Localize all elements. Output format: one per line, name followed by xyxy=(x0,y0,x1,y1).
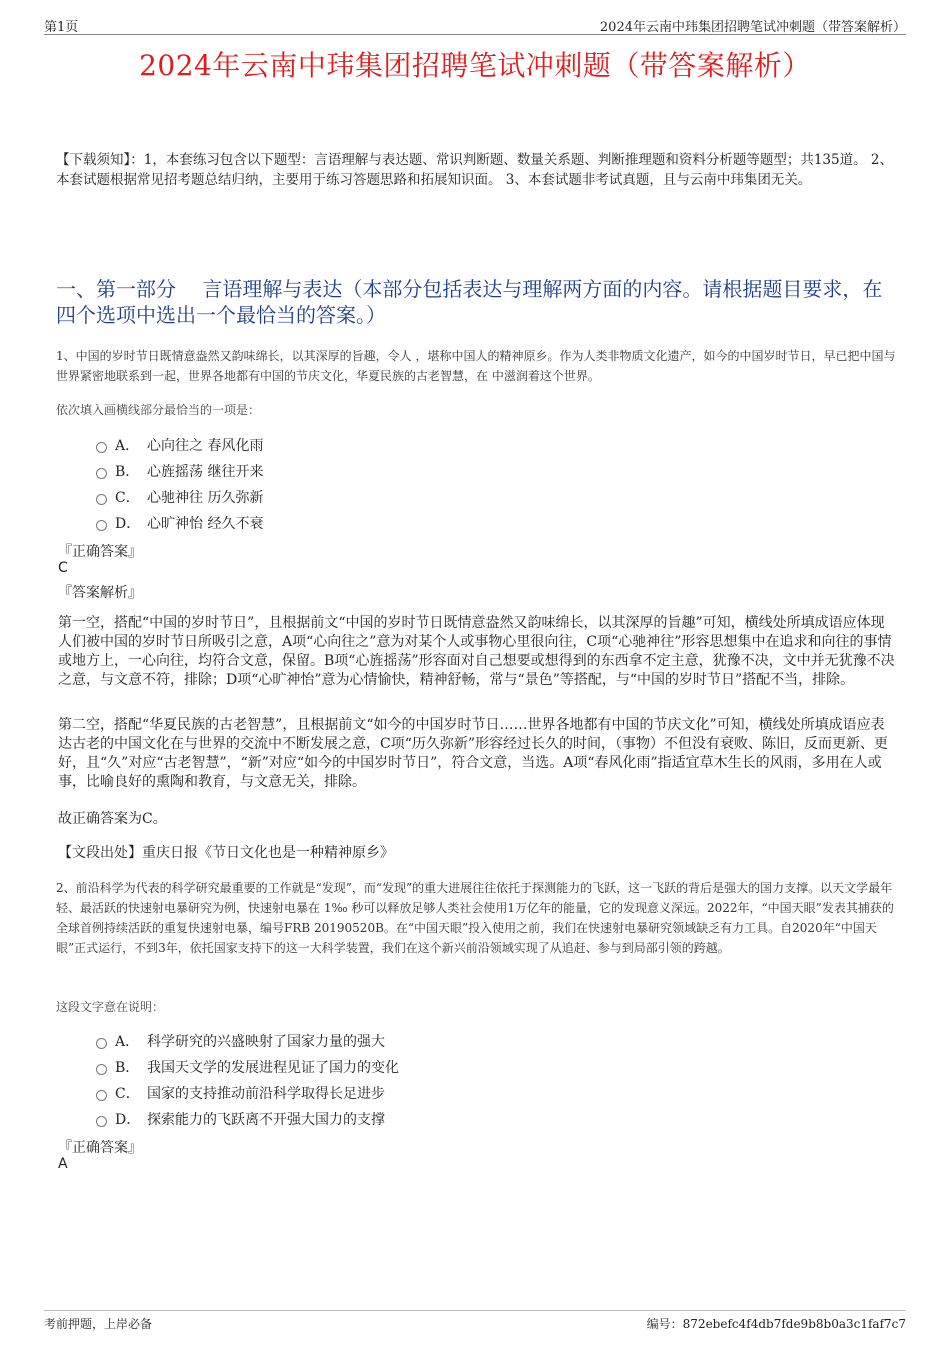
radio-icon[interactable] xyxy=(96,520,107,531)
answer-label: 『正确答案』 xyxy=(58,544,142,560)
document-title: 2024年云南中玮集团招聘笔试冲刺题（带答案解析） xyxy=(139,49,811,82)
option-c[interactable]: C． 国家的支持推动前沿科学取得长足进步 xyxy=(96,1080,399,1106)
option-a[interactable]: A． 科学研究的兴盛映射了国家力量的强大 xyxy=(96,1028,399,1054)
footer-serial: 编号：872ebefc4f4db7fde9b8b0a3c1faf7c7 xyxy=(646,1317,906,1331)
radio-icon[interactable] xyxy=(96,1090,107,1101)
question-1-options xyxy=(96,432,263,536)
analysis-label: 『答案解析』 xyxy=(58,585,142,601)
answer-label: 『正确答案』 xyxy=(58,1140,142,1156)
radio-icon[interactable] xyxy=(96,1064,107,1075)
radio-icon[interactable] xyxy=(96,494,107,505)
question-2-prompt: 这段文字意在说明： xyxy=(56,1000,165,1014)
radio-icon[interactable] xyxy=(96,1038,107,1049)
option-c[interactable]: C． 心驰神往 历久弥新 xyxy=(96,484,263,510)
option-d[interactable]: D． 心旷神怡 经久不衰 xyxy=(96,510,263,536)
download-notice: 【下载须知】：1，本套练习包含以下题型：言语理解与表达题、常识判断题、数量关系题、判断推理题和资料分析题等题型；共135道。 2、本套试题根据常见招考题总结归纳，主要用于练习答题思路和拓展知识面。 3、本套试题非考试真题，且与云南中玮集团无关。 xyxy=(56,152,893,188)
question-2-stem: 2、前沿科学为代表的科学研究最重要的工作就是“发现”，而“发现”的重大进展往往依托于探测能力的飞跃，这一飞跃的背后是强大的国力支撑。以天文学最年轻、最活跃的快速射电暴研究为例，快速射电暴在 1‰ 秒可以释放足够人类社会使用1万亿年的能量，它的发现意义深远。2022年，“中国天眼”发表其捕获的全球首例持续活跃的重复快速射电暴，编号FRB 20190520B。在“中国天眼”投入使用之前，我们在快速射电暴研究领域缺乏有力工具。自2020年“中国天眼”正式运行，不到3年，依托国家支持下的这一大科学装置，我们在这个新兴前沿领域实现了从追赶、参与到局部引领的跨越。 xyxy=(56,881,894,955)
answer-value: C xyxy=(58,560,68,576)
radio-icon[interactable] xyxy=(96,1116,107,1127)
footer-slogan: 考前押题，上岸必备 xyxy=(44,1317,153,1331)
page-header xyxy=(44,14,906,35)
option-b[interactable]: B． 我国天文学的发展进程见证了国力的变化 xyxy=(96,1054,399,1080)
page-number: 第1页 xyxy=(44,20,79,35)
option-d[interactable]: D． 探索能力的飞跃离不开强大国力的支撑 xyxy=(96,1106,399,1132)
radio-icon[interactable] xyxy=(96,468,107,479)
question-2-options xyxy=(96,1028,399,1132)
analysis-paragraph-2: 第二空，搭配“华夏民族的古老智慧”，且根据前文“如今的中国岁时节日……世界各地都有中国的节庆文化”可知，横线处所填成语应表达古老的中国文化在与世界的交流中不断发展之意，C项“历久弥新”形容经过长久的时间，（事物）不但没有衰败、陈旧，反而更新、更好，且“久”对应“古老智慧”，“新”对应“如今的中国岁时节日”，符合文意，当选。A项“春风化雨”指适宜草木生长的风雨，多用在人或事，比喻良好的熏陶和教育，与文意无关，排除。 xyxy=(58,717,889,790)
question-1-prompt: 依次填入画横线部分最恰当的一项是： xyxy=(56,403,261,417)
answer-value: A xyxy=(58,1156,68,1172)
question-1-stem: 1、中国的岁时节日既情意盎然又韵味绵长，以其深厚的旨趣，令人 ，堪称中国人的精神原乡。作为人类非物质文化遗产，如今的中国岁时节日，早已把中国与世界紧密地联系到一起，世界各地都有中国的节庆文化，华夏民族的古老智慧，在 中滋润着这个世界。 xyxy=(56,349,896,383)
header-title: 2024年云南中玮集团招聘笔试冲刺题（带答案解析） xyxy=(599,20,906,35)
option-a[interactable]: A． 心向往之 春风化雨 xyxy=(96,432,263,458)
radio-icon[interactable] xyxy=(96,442,107,453)
analysis-conclusion: 故正确答案为C。 xyxy=(58,811,167,827)
source-citation: 【文段出处】重庆日报《节日文化也是一种精神原乡》 xyxy=(58,845,394,861)
analysis-paragraph-1: 第一空，搭配“中国的岁时节日”，且根据前文“中国的岁时节日既情意盎然又韵味绵长，以其深厚的旨趣”可知，横线处所填成语应体现人们被中国的岁时节日所吸引之意，A项“心向往之”意为对某个人或事物心里很向往，C项“心驰神往”形容思想集中在追求和向往的事情或地方上，一心向往，均符合文意，保留。B项“心旌摇荡”形容面对自己想要或想得到的东西拿不定主意，犹豫不决，文中并无犹豫不决之意，与文意不符，排除；D项“心旷神怡”意为心情愉快，精神舒畅，常与“景色”等搭配，与“中国的岁时节日”搭配不当，排除。 xyxy=(58,615,895,688)
page-footer xyxy=(44,1310,906,1331)
option-b[interactable]: B． 心旌摇荡 继往开来 xyxy=(96,458,263,484)
section-heading: 一、第一部分 言语理解与表达（本部分包括表达与理解两方面的内容。请根据题目要求，在四个选项中选出一个最恰当的答案。） xyxy=(56,277,883,327)
